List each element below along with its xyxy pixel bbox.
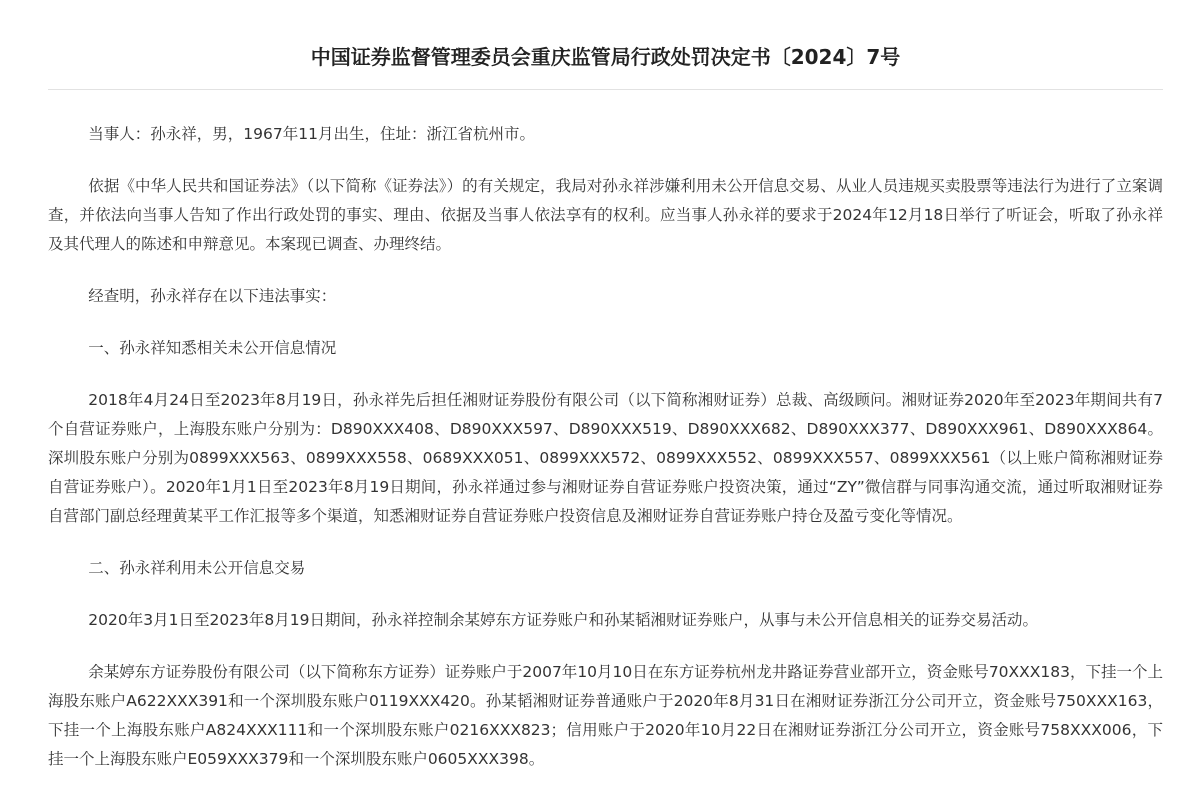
- document-title: 中国证券监督管理委员会重庆监管局行政处罚决定书〔2024〕7号: [310, 45, 901, 70]
- paragraph-section-2-accounts: 余某婷东方证券股份有限公司（以下简称东方证券）证券账户于2007年10月10日在东方证券杭州龙井路证券营业部开立，资金账号70XXX183，下挂一个上海股东账户A622XXX391和一个深圳股东账户0119XXX420。孙某韬湘财证券普通账户于2020年8月31日在湘财证券浙江分公司开立，资金账号750XXX163，下挂一个上海股东账户A824XXX111和一个深圳股东账户0216XXX823；信用账户于2020年10月22日在湘财证券浙江分公司开立，资金账号758XXX006，下挂一个上海股东账户E059XXX379和一个深圳股东账户0605XXX398。: [48, 663, 1163, 768]
- paragraph-basis: 依据《中华人民共和国证券法》（以下简称《证券法》）的有关规定，我局对孙永祥涉嫌利用未公开信息交易、从业人员违规买卖股票等违法行为进行了立案调查，并依法向当事人告知了作出行政处罚的事实、理由、依据及当事人依法享有的权利。应当事人孙永祥的要求于2024年12月18日举行了听证会，听取了孙永祥及其代理人的陈述和申辩意见。本案现已调查、办理终结。: [48, 177, 1163, 253]
- document-body: [48, 120, 1163, 774]
- paragraph-section-2-intro: 2020年3月1日至2023年8月19日期间，孙永祥控制余某婷东方证券账户和孙某韬湘财证券账户，从事与未公开信息相关的证券交易活动。: [88, 611, 1039, 629]
- paragraph-section-1: 2018年4月24日至2023年8月19日，孙永祥先后担任湘财证券股份有限公司（以下简称湘财证券）总裁、高级顾问。湘财证券2020年至2023年期间共有7个自营证券账户，上海股东账户分别为：D890XXX408、D890XXX597、D890XXX519、D890XXX682、D890XXX377、D890XXX961、D890XXX864。深圳股东账户分别为0899XXX563、0899XXX558、0689XXX051、0899XXX572、0899XXX552、0899XXX557、0899XXX561（以上账户简称湘财证券自营证券账户）。2020年1月1日至2023年8月19日期间，孙永祥通过参与湘财证券自营证券账户投资决策，通过“ZY”微信群与同事沟通交流，通过听取湘财证券自营部门副总经理黄某平工作汇报等多个渠道，知悉湘财证券自营证券账户投资信息及湘财证券自营证券账户持仓及盈亏变化等情况。: [48, 391, 1163, 525]
- title-divider: [48, 89, 1163, 90]
- section-heading-1: 一、孙永祥知悉相关未公开信息情况: [88, 339, 337, 357]
- paragraph-findings-intro: 经查明，孙永祥存在以下违法事实：: [88, 287, 337, 305]
- section-heading-2: 二、孙永祥利用未公开信息交易: [88, 559, 306, 577]
- paragraph-party: 当事人：孙永祥，男，1967年11月出生，住址：浙江省杭州市。: [88, 125, 535, 143]
